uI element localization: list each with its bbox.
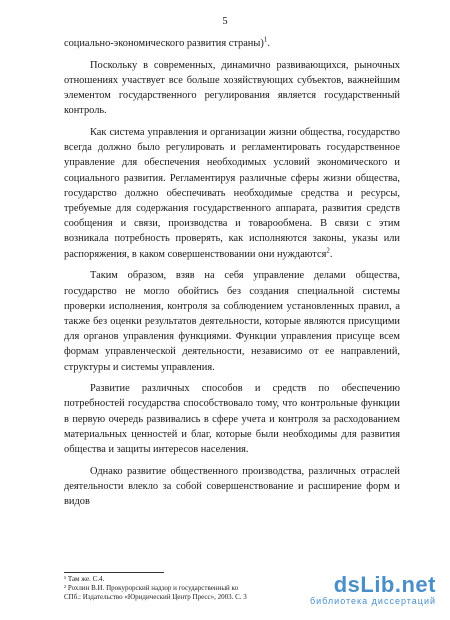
paragraph-3: Как система управления и организации жизни общества, государство всегда должно было регулировать и регламентировать государственное управление для обеспечения необходимых условий экономического и социального развития. Регламентируя различные сферы жизни общества, государство должно обеспечивать необходимые средства и ресурсы, требуемые для содержания государственного аппарата, развития средств сообщения и связи, производства и товарообмена. В связи с этим возникала потребность проверять, как исполняются законы, указы или распоряжения, в каком совершенствовании они нуждаются$^2$. — [64, 127, 400, 260]
paragraph-6: Однако развитие общественного производства, различных отраслей деятельности влекло за собой совершенствование и расширение форм и видов — [64, 465, 400, 508]
paragraph-1: социально-экономического развития страны)$^1$. — [64, 35, 270, 49]
footnote-2: ² Рохлин В.И. Прокурорский надзор и государственный ко — [64, 584, 239, 592]
paragraph-4: Таким образом, взяв на себя управление делами общества, государство не могло обойтись без создания специальной системы проверки исполнения, контроля за соблюдением установленных правил, а также без оценки результатов деятельности, которые являются присущими для органов управления функциями. Функции управления присуще всем формам управленческой деятельности, независимо от ее направлений, структуры и системы управления. — [64, 270, 400, 373]
footnote-ref-1[interactable]: 1 — [263, 35, 268, 44]
paragraph-5: Развитие различных способов и средств по обеспечению потребностей государства способствовало тому, что контрольные функции в первую очередь развивались в сфере учета и контроля за расходованием материальных ценностей и благ, которые были необходимы для развития общества и защиты интересов населения. — [64, 383, 400, 456]
dslib-logo-icon: dsLib.net — [333, 572, 436, 597]
footnote-1: ¹ Там же. С.4. — [64, 575, 105, 583]
body-text — [64, 36, 400, 516]
footnotes — [64, 575, 304, 602]
paragraph-2: Поскольку в современных, динамично развивающихся, рыночных отношениях участвует все больше хозяйствующих субъектов, важнейшим элементом государственного регулирования является государственный контроль. — [64, 59, 400, 117]
watermark-subtitle: библиотека диссертаций — [309, 596, 436, 606]
footnote-2-continued: СПб.: Издательство «Юридический Центр Пресс», 2003. С. 3 — [64, 593, 247, 601]
dslib-watermark[interactable] — [286, 574, 436, 608]
page-number: 5 — [222, 16, 228, 27]
footnote-divider — [64, 572, 164, 573]
footnote-ref-2[interactable]: 2 — [326, 246, 330, 255]
